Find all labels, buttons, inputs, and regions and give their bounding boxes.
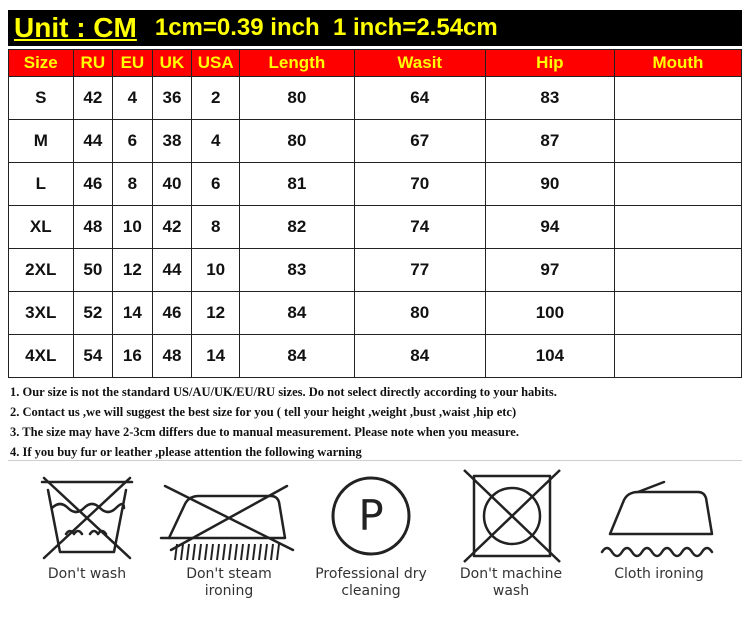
cell-waist: 80 <box>354 292 485 335</box>
cell-ru: 44 <box>73 120 113 163</box>
cell-mouth <box>614 120 741 163</box>
cell-ru: 42 <box>73 77 113 120</box>
note-1: 1. Our size is not the standard US/AU/UK/EU/RU sizes. Do not select directly according to your habits. <box>10 385 557 399</box>
table-header-row <box>9 50 742 77</box>
header-uk: UK <box>152 50 192 77</box>
unit-banner <box>8 10 742 46</box>
cell-length: 83 <box>240 249 355 292</box>
label-dont-machine-2: wash <box>492 583 530 599</box>
care-dont-machine <box>436 468 586 600</box>
cell-ru: 54 <box>73 335 113 378</box>
cell-usa: 14 <box>192 335 240 378</box>
cell-uk: 46 <box>152 292 192 335</box>
care-dry-clean <box>296 468 446 600</box>
care-dont-steam <box>154 468 304 600</box>
cell-waist: 70 <box>354 163 485 206</box>
conversion-label: 1cm=0.39 inch 1 inch=2.54cm <box>154 14 498 41</box>
cell-uk: 40 <box>152 163 192 206</box>
header-waist: Wasit <box>354 50 485 77</box>
cell-size: 2XL <box>9 249 74 292</box>
cell-waist: 64 <box>354 77 485 120</box>
cell-hip: 97 <box>485 249 614 292</box>
label-dont-steam: Don't steam <box>186 566 272 582</box>
no-steam-iron-icon <box>159 468 299 564</box>
label-dry-clean-2: cleaning <box>341 583 401 599</box>
cell-size: 3XL <box>9 292 74 335</box>
no-machine-wash-icon <box>456 468 566 564</box>
cell-usa: 6 <box>192 163 240 206</box>
cell-uk: 38 <box>152 120 192 163</box>
table-row <box>9 120 742 163</box>
cell-waist: 84 <box>354 335 485 378</box>
label-dont-wash: Don't wash <box>47 566 127 582</box>
cell-eu: 16 <box>113 335 153 378</box>
no-wash-icon <box>32 468 142 564</box>
cell-size: 4XL <box>9 335 74 378</box>
cell-mouth <box>614 292 741 335</box>
header-usa: USA <box>192 50 240 77</box>
header-mouth: Mouth <box>614 50 741 77</box>
cell-eu: 4 <box>113 77 153 120</box>
cloth-ironing-icon <box>594 468 724 564</box>
header-size: Size <box>9 50 74 77</box>
cell-hip: 94 <box>485 206 614 249</box>
cell-waist: 74 <box>354 206 485 249</box>
cell-size: M <box>9 120 74 163</box>
table-row <box>9 77 742 120</box>
table-row <box>9 292 742 335</box>
label-dry-clean: Professional dry <box>315 566 427 582</box>
cell-mouth <box>614 163 741 206</box>
cell-eu: 8 <box>113 163 153 206</box>
unit-label: Unit : CM <box>14 12 137 43</box>
note-3: 3. The size may have 2-3cm differs due to manual measurement. Please note when you measure. <box>10 425 519 439</box>
professional-dry-clean-icon <box>321 468 421 564</box>
dry-clean-symbol: P <box>358 491 384 540</box>
care-instructions <box>20 468 740 618</box>
cell-hip: 104 <box>485 335 614 378</box>
cell-length: 84 <box>240 292 355 335</box>
care-dont-wash <box>12 468 162 583</box>
cell-eu: 10 <box>113 206 153 249</box>
header-ru: RU <box>73 50 113 77</box>
cell-mouth <box>614 77 741 120</box>
cell-mouth <box>614 206 741 249</box>
cell-usa: 10 <box>192 249 240 292</box>
cell-usa: 2 <box>192 77 240 120</box>
cell-hip: 83 <box>485 77 614 120</box>
note-4: 4. If you buy fur or leather ,please attention the following warning <box>10 445 362 459</box>
header-hip: Hip <box>485 50 614 77</box>
cell-waist: 77 <box>354 249 485 292</box>
cell-length: 82 <box>240 206 355 249</box>
cell-length: 84 <box>240 335 355 378</box>
cell-usa: 4 <box>192 120 240 163</box>
header-eu: EU <box>113 50 153 77</box>
cell-mouth <box>614 335 741 378</box>
cell-uk: 42 <box>152 206 192 249</box>
cell-ru: 48 <box>73 206 113 249</box>
header-length: Length <box>240 50 355 77</box>
care-cloth-ironing <box>584 468 734 583</box>
table-row <box>9 249 742 292</box>
size-chart-table <box>8 49 742 378</box>
size-rows <box>9 77 742 378</box>
table-row <box>9 206 742 249</box>
cell-eu: 14 <box>113 292 153 335</box>
cell-ru: 46 <box>73 163 113 206</box>
cell-length: 80 <box>240 120 355 163</box>
cell-eu: 6 <box>113 120 153 163</box>
notes <box>10 382 738 462</box>
label-cloth-ironing: Cloth ironing <box>614 566 704 582</box>
cell-mouth <box>614 249 741 292</box>
cell-size: L <box>9 163 74 206</box>
cell-waist: 67 <box>354 120 485 163</box>
cell-hip: 87 <box>485 120 614 163</box>
cell-length: 81 <box>240 163 355 206</box>
cell-usa: 12 <box>192 292 240 335</box>
cell-hip: 100 <box>485 292 614 335</box>
cell-size: S <box>9 77 74 120</box>
note-2: 2. Contact us ,we will suggest the best size for you ( tell your height ,weight ,bust ,waist ,hip etc) <box>10 405 517 419</box>
divider <box>8 460 742 461</box>
cell-uk: 44 <box>152 249 192 292</box>
label-dont-machine: Don't machine <box>459 566 563 582</box>
table-row <box>9 335 742 378</box>
cell-usa: 8 <box>192 206 240 249</box>
cell-ru: 52 <box>73 292 113 335</box>
cell-uk: 36 <box>152 77 192 120</box>
cell-eu: 12 <box>113 249 153 292</box>
table-row <box>9 163 742 206</box>
cell-hip: 90 <box>485 163 614 206</box>
cell-size: XL <box>9 206 74 249</box>
label-dont-steam-2: ironing <box>204 583 254 599</box>
cell-length: 80 <box>240 77 355 120</box>
cell-ru: 50 <box>73 249 113 292</box>
cell-uk: 48 <box>152 335 192 378</box>
